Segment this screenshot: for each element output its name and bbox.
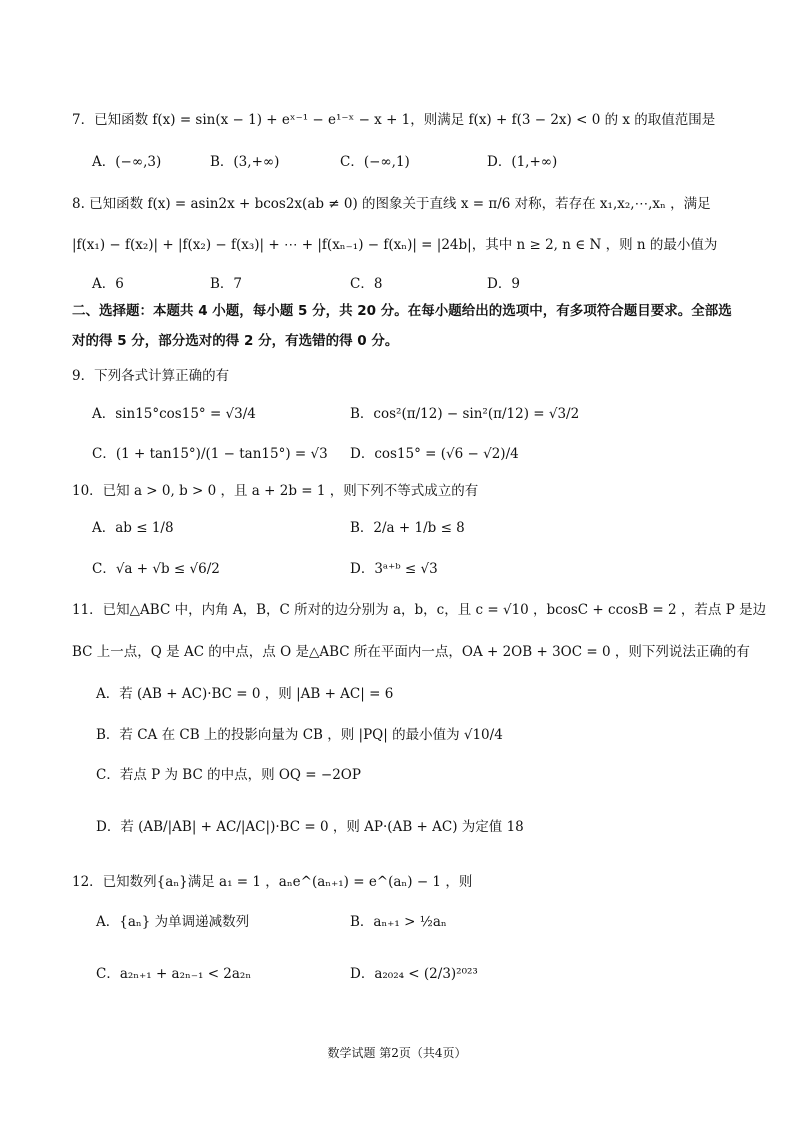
question-12-stem: 12．已知数列{aₙ}满足 a₁ = 1 ，aₙe^(aₙ₊₁) = e^(aₙ) − 1 ，则 <box>72 874 473 890</box>
question-9-option-d: D．cos15° = (√6 − √2)/4 <box>350 446 519 462</box>
question-11-stem-line2: BC 上一点，Q 是 AC 的中点，点 O 是△ABC 所在平面内一点，OA + 2OB + 3OC = 0 ，则下列说法正确的有 <box>72 644 750 660</box>
question-8-stem: 8. 已知函数 f(x) = asin2x + bcos2x(ab ≠ 0) 的图象关于直线 x = π/6 对称，若存在 x₁,x₂,⋯,xₙ ，满足 <box>72 196 711 212</box>
section-2-heading: 二、选择题：本题共 4 小题，每小题 5 分，共 20 分。在每小题给出的选项中，有多项符合题目要求。全部选对的得 5 分，部分选对的得 2 分，有选错的得 0 分。 <box>72 303 732 349</box>
question-9-option-a: A．sin15°cos15° = √3/4 <box>92 406 256 422</box>
question-11-option-b: B．若 CA 在 CB 上的投影向量为 CB ，则 |PQ| 的最小值为 √10/4 <box>96 727 503 743</box>
question-11-option-d: D．若 (AB/|AB| + AC/|AC|)·BC = 0 ，则 AP·(AB + AC) 为定值 18 <box>96 819 524 835</box>
question-11-stem: 11．已知△ABC 中，内角 A，B，C 所对的边分别为 a，b，c，且 c = √10 ，bcosC + ccosB = 2 ，若点 P 是边 <box>72 602 767 618</box>
question-12-option-d: D．a₂₀₂₄ < (2/3)²⁰²³ <box>350 966 478 982</box>
question-9-option-c: C．(1 + tan15°)/(1 − tan15°) = √3 <box>92 446 328 462</box>
question-12-option-b: B．aₙ₊₁ > ½aₙ <box>350 914 447 930</box>
question-8-option-b: B．7 <box>210 276 243 292</box>
question-9-stem: 9．下列各式计算正确的有 <box>72 368 230 384</box>
question-8-option-c: C．8 <box>350 276 383 292</box>
question-10-option-a: A．ab ≤ 1/8 <box>92 520 174 536</box>
question-9-option-b: B．cos²(π/12) − sin²(π/12) = √3/2 <box>350 406 580 422</box>
question-7-stem: 7．已知函数 f(x) = sin(x − 1) + eˣ⁻¹ − e¹⁻ˣ − x + 1，则满足 f(x) + f(3 − 2x) < 0 的 x 的取值范围是 <box>72 112 716 128</box>
question-10-stem: 10．已知 a > 0, b > 0 ，且 a + 2b = 1 ，则下列不等式成立的有 <box>72 483 479 499</box>
question-12-option-c: C．a₂ₙ₊₁ + a₂ₙ₋₁ < 2a₂ₙ <box>96 966 252 982</box>
page-footer: 数学试题 第2页（共4页） <box>327 1046 467 1060</box>
question-12-option-a: A．{aₙ} 为单调递减数列 <box>96 914 250 930</box>
question-10-option-c: C．√a + √b ≤ √6/2 <box>92 561 220 577</box>
question-8-stem-line2: |f(x₁) − f(x₂)| + |f(x₂) − f(x₃)| + ⋯ + |f(xₙ₋₁) − f(xₙ)| = |24b|，其中 n ≥ 2, n ∈ N ，则 n 的最小值为 <box>72 237 718 253</box>
question-8-option-a: A．6 <box>92 276 124 292</box>
question-7-option-b: B．(3,+∞) <box>210 154 280 170</box>
question-11-option-a: A．若 (AB + AC)·BC = 0 ，则 |AB + AC| = 6 <box>96 686 394 702</box>
question-7-option-c: C．(−∞,1) <box>340 154 410 170</box>
question-7-option-d: D．(1,+∞) <box>487 154 558 170</box>
question-8-option-d: D．9 <box>487 276 520 292</box>
question-10-option-b: B．2/a + 1/b ≤ 8 <box>350 520 465 536</box>
question-11-option-c: C．若点 P 为 BC 的中点，则 OQ = −2OP <box>96 767 361 783</box>
question-7-option-a: A．(−∞,3) <box>92 154 162 170</box>
question-10-option-d: D．3ᵃ⁺ᵇ ≤ √3 <box>350 561 438 577</box>
